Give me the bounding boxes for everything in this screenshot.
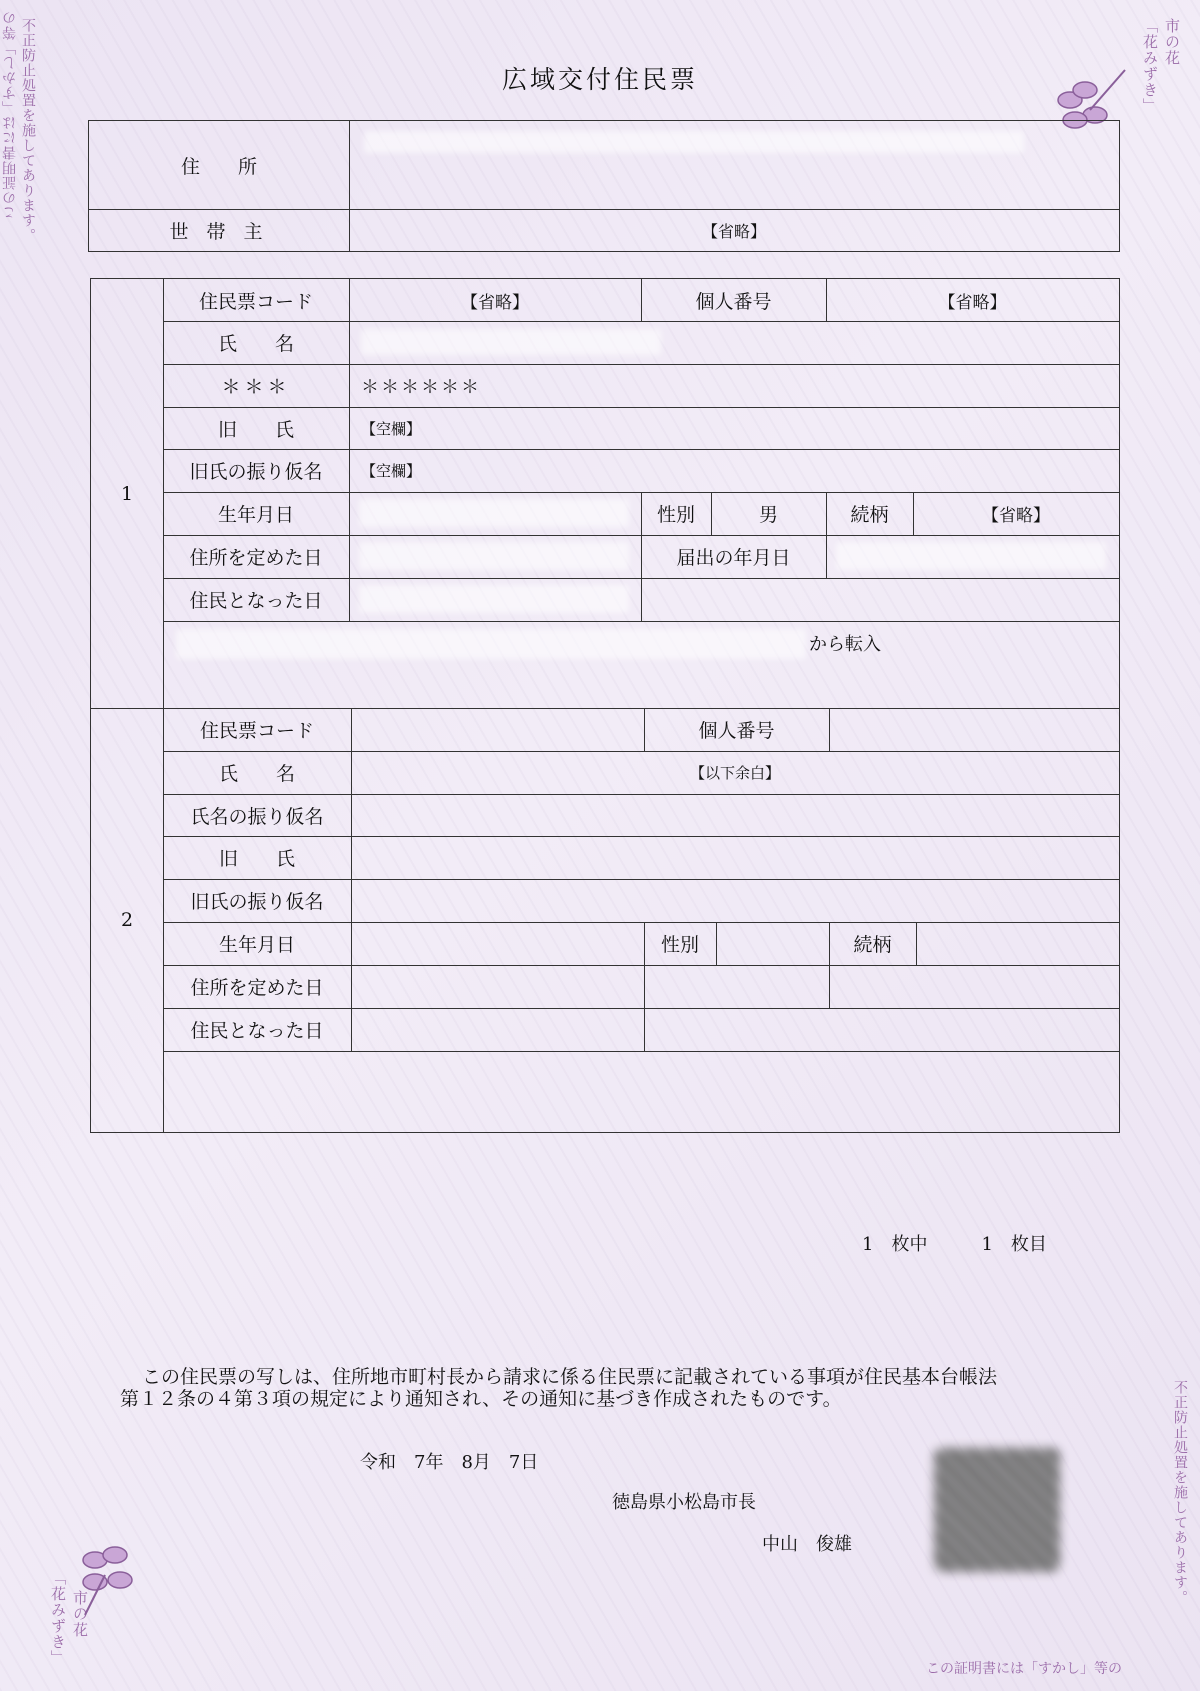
p2-resident-date-label: 住民となった日 xyxy=(190,1020,324,1042)
dogwood-flower-icon xyxy=(65,1530,155,1620)
p1-oldkana-label: 旧氏の振り仮名 xyxy=(189,461,323,483)
address-label: 住 所 xyxy=(180,155,257,178)
redacted-address xyxy=(364,131,1024,153)
household-head-label: 世 帯 主 xyxy=(169,220,269,243)
p1-code-label: 住民票コード xyxy=(198,290,313,313)
p1-kana-value: ＊＊＊＊＊＊ xyxy=(361,376,481,398)
p1-mynumber-value: 【省略】 xyxy=(938,292,1007,313)
p2-sex-label: 性別 xyxy=(660,934,699,956)
p2-oldkana-label: 旧氏の振り仮名 xyxy=(190,891,324,913)
person-number-2: 2 xyxy=(120,909,134,931)
p2-address-date-label: 住所を定めた日 xyxy=(190,977,324,999)
redacted-resident-date xyxy=(359,585,629,613)
p1-name-label: 氏 名 xyxy=(217,333,294,355)
city-flower-caption-top-right: 「花みずき」 xyxy=(1141,18,1159,114)
p1-relation-value: 【省略】 xyxy=(982,506,1050,526)
anti-forgery-note-top-left-rotated: この証明書には「すかし」等の xyxy=(2,10,18,220)
p1-oldname-value: 【空欄】 xyxy=(361,419,422,438)
person-number-1: 1 xyxy=(120,482,134,505)
anti-forgery-note-bottom-right-vertical: 不正防止処置を施してあります。 xyxy=(1172,1380,1188,1605)
p2-birth-label: 生年月日 xyxy=(218,934,295,956)
p1-transfer-text: から転入 xyxy=(809,633,881,655)
issue-date: 令和 7年 8月 7日 xyxy=(360,1452,539,1473)
p2-name-value: 【以下余白】 xyxy=(689,764,780,782)
redacted-name xyxy=(361,329,661,355)
household-head-value: 【省略】 xyxy=(701,221,766,241)
page-count: 1 枚中 1 枚目 xyxy=(862,1234,1047,1255)
official-seal xyxy=(934,1448,1060,1572)
redacted-address-date xyxy=(359,542,629,570)
p1-kana-label: ＊＊＊ xyxy=(221,376,291,398)
p1-sex-value: 男 xyxy=(758,504,778,526)
p1-mynumber-label: 個人番号 xyxy=(695,290,772,313)
city-flower-label-bottom-left: 市の花 xyxy=(71,1590,89,1638)
issuer: 徳島県小松島市長 xyxy=(612,1492,756,1513)
p1-address-date-label: 住所を定めた日 xyxy=(189,547,323,569)
document-title: 広域交付住民票 xyxy=(501,65,698,94)
header-table xyxy=(88,120,1120,252)
redacted-previous-address xyxy=(176,629,806,659)
mayor-name: 中山 俊雄 xyxy=(762,1534,852,1555)
certification-statement-line1: この住民票の写しは、住所地市町村長から請求に係る住民票に記載されている事項が住民基本台帳法 xyxy=(142,1366,998,1388)
p1-notify-label: 届出の年月日 xyxy=(676,547,791,569)
p1-sex-label: 性別 xyxy=(656,504,695,526)
p1-birth-label: 生年月日 xyxy=(217,504,294,526)
redacted-notify-date xyxy=(836,542,1106,570)
p1-code-value: 【省略】 xyxy=(461,292,529,313)
p1-relation-label: 続柄 xyxy=(850,504,889,526)
anti-forgery-note-bottom-right: この証明書には「すかし」等の xyxy=(926,1661,1122,1677)
p1-resident-date-label: 住民となった日 xyxy=(189,590,323,612)
p2-oldname-label: 旧 氏 xyxy=(218,848,295,870)
city-flower-label-top-right: 市の花 xyxy=(1163,18,1181,66)
anti-forgery-note-top-left: 不正防止処置を施してあります。 xyxy=(20,18,36,243)
p1-oldkana-value: 【空欄】 xyxy=(361,462,422,480)
p2-kana-label: 氏名の振り仮名 xyxy=(190,805,324,828)
redacted-birthdate xyxy=(359,499,629,527)
p1-oldname-label: 旧 氏 xyxy=(217,418,294,441)
resident-table xyxy=(90,278,1120,1133)
p2-code-label: 住民票コード xyxy=(199,720,314,742)
certification-statement-line2: 第１２条の４第３項の規定により通知され、その通知に基づき作成されたものです。 xyxy=(120,1388,842,1410)
city-flower-caption-bottom-left: 「花みずき」 xyxy=(49,1570,67,1666)
p2-name-label: 氏 名 xyxy=(218,763,295,785)
p2-mynumber-label: 個人番号 xyxy=(698,720,775,742)
p2-relation-label: 続柄 xyxy=(853,934,892,956)
